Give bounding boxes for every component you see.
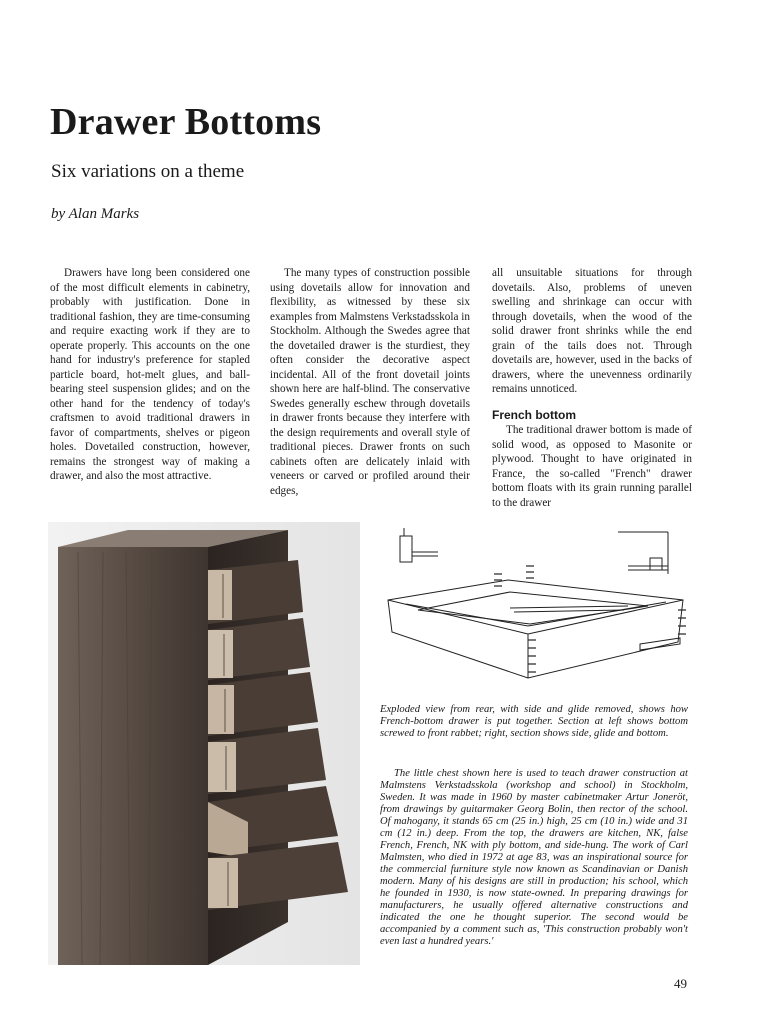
paragraph: The many types of construction possible using dovetails allow for innovation and flexibility, as witnessed by these six examples from Malmstens Verkstadsskola in Stockholm. Although the Swedes agree that the dovetailed drawer is the sturdiest, they often consider the decorative aspect incidental. All of the front dovetail joints shown here are half-blind. The conservative Swedes generally eschew through dovetails in drawer fronts because they interfere with the design requirements and overall style of traditional pieces. Drawer fronts on such cabinets often are delicately inlaid with veneers or carved or profiled around their edges, (270, 267, 470, 497)
photo-caption: The little chest shown here is used to teach drawer construction at Malmstens Verkstadsskola (workshop and school) in Stockholm, Sweden. It was made in 1960 by master cabinetmaker Artur Joneröt, from drawings by guitarmaker Georg Bolin, then rector of the school. Of mahogany, it stands 65 cm (25 in.) high, 25 cm (10 in.) wide and 31 cm (12 in.) deep. From the top, the drawers are kitchen, NK, false French, French, NK with ply bottom, and side-hung. The work of Carl Malmsten, who died in 1972 at age 83, was an inspirational source for the commercial furniture style now known as Scandinavian or Danish modern. Many of his designs are still in production; his school, which he founded in 1930, is now state-owned. In preparing drawings for manufacturers, he usually offered alternative constructions and indicated the one he thought superior. The second would be accompanied by a comment such as, 'This construction probably won't even last a hundred years.' (380, 768, 688, 947)
drawing-caption: Exploded view from rear, with side and glide removed, shows how French-bottom drawer is put together. Section at left shows bottom screwed to front rabbet; right, section shows side, glide and bottom. (380, 704, 688, 739)
exploded-drawer-drawing (378, 522, 702, 694)
section-heading: French bottom (492, 407, 576, 422)
article-title: Drawer Bottoms (50, 101, 322, 143)
text-column-3 (492, 266, 692, 512)
paragraph-continued: all unsuitable situations for through dovetails. Also, problems of uneven swelling and shrinkage can occur with through dovetails, when the wood of the solid drawer front shrinks while the end grain of the tails does not. Through dovetails are, however, used in the backs of drawers, where the unevenness ordinarily remains unnoticed. (492, 267, 692, 395)
page-number: 49 (674, 976, 687, 991)
article-subtitle: Six variations on a theme (51, 161, 245, 182)
drawer-chest-photo (48, 522, 360, 965)
byline: by Alan Marks (51, 206, 140, 222)
text-column-2 (270, 266, 470, 512)
text-column-1 (50, 266, 250, 512)
paragraph: The traditional drawer bottom is made of solid wood, as opposed to Masonite or plywood. Thought to have originated in France, the so-called "French" drawer bottom floats with its grain running parallel to the drawer (492, 424, 692, 509)
paragraph: Drawers have long been considered one of the most difficult elements in cabinetry, probably with justification. Done in traditional fashion, they are time-consuming and require exacting work if they are to operate properly. This accounts on the one hand for industry's preference for stapled particle board, hot-melt glues, and ball-bearing steel suspension glides; and on the other hand for the tendency of today's craftsmen to avoid traditional drawers in favor of compartments, shelves or pigeon holes. Dovetailed construction, however, remains the strongest way of making a drawer, and also the most attractive. (50, 267, 250, 482)
